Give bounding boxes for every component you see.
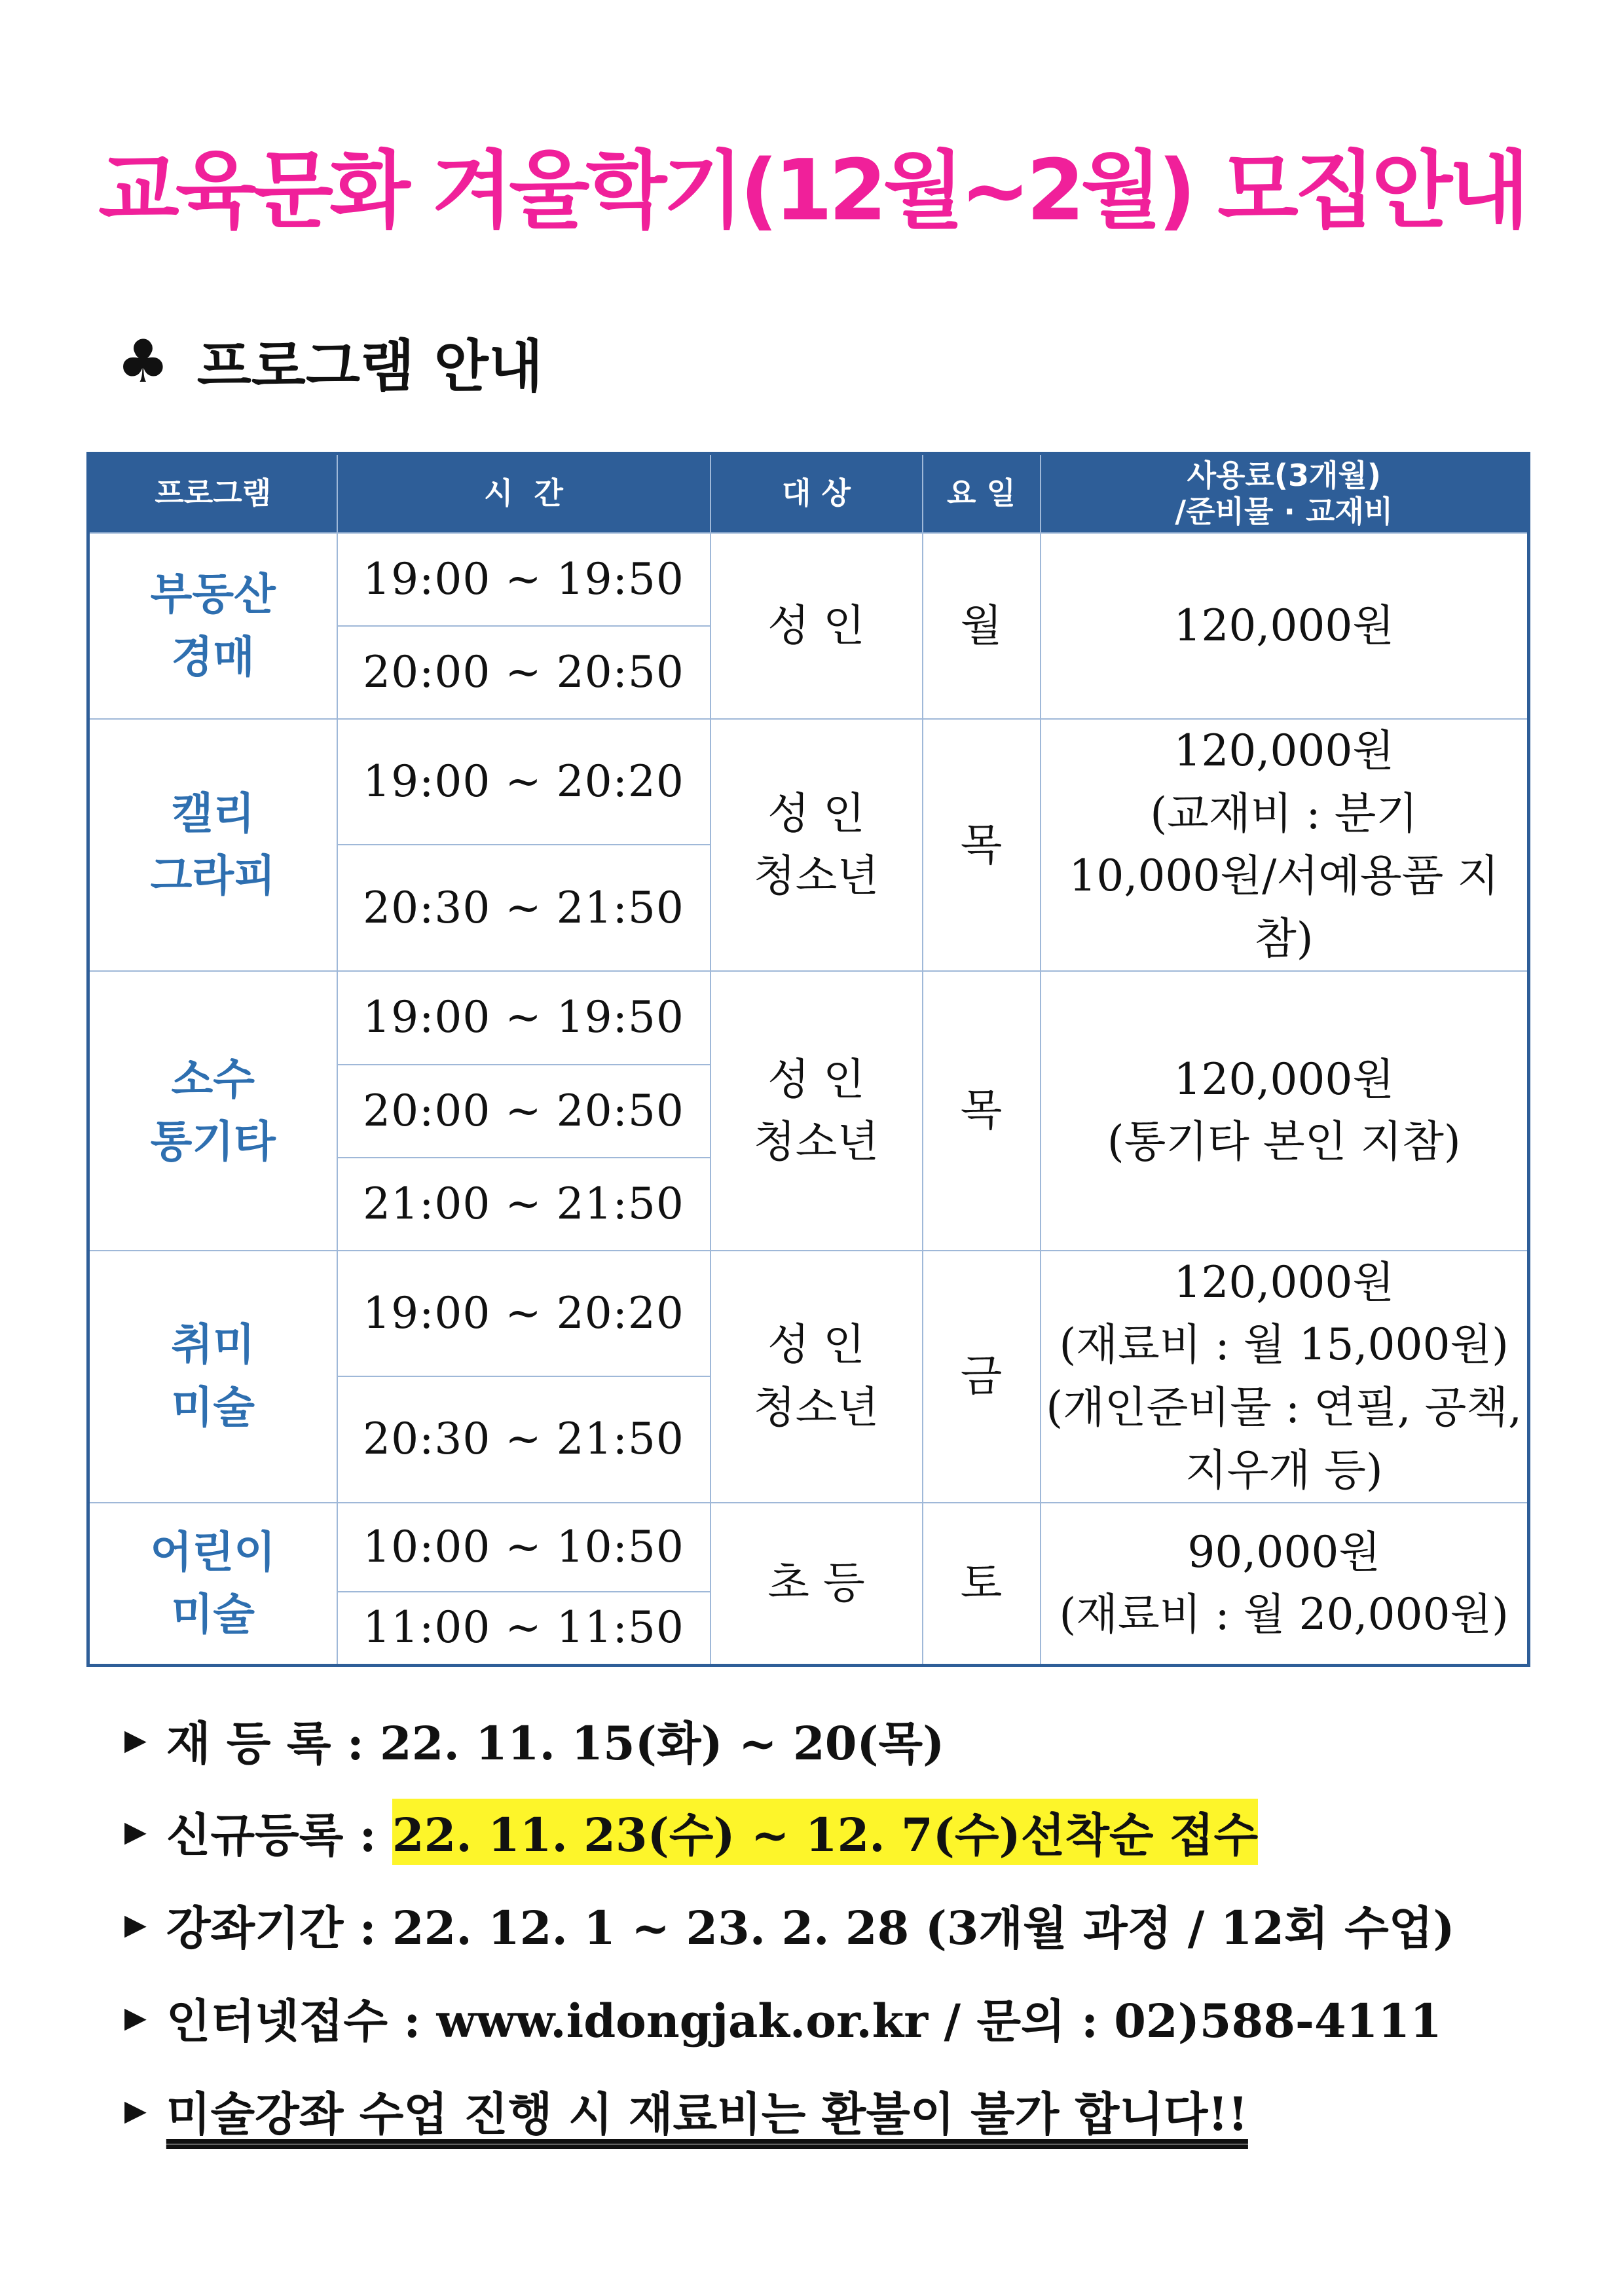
- triangle-bullet-icon: ▶: [124, 1907, 147, 1941]
- target-line: 성 인: [767, 1319, 865, 1370]
- target-line: 성 인: [767, 1054, 865, 1105]
- fee-cell: [1041, 719, 1529, 971]
- program-name-line: 미술: [171, 1589, 255, 1640]
- table-row: [88, 719, 1529, 845]
- target-line: 청소년: [753, 851, 879, 902]
- time-slot: 20:30 ~ 21:50: [337, 845, 710, 970]
- program-name: [88, 1251, 337, 1503]
- triangle-bullet-icon: ▶: [124, 2000, 147, 2034]
- fee-cell: [1041, 1503, 1529, 1666]
- note-refund: [124, 2074, 1248, 2146]
- program-table: [86, 452, 1530, 1667]
- target-line: 청소년: [753, 1116, 879, 1167]
- section-heading-text: 프로그램 안내: [196, 334, 544, 399]
- triangle-bullet-icon: ▶: [124, 2093, 147, 2127]
- time-slot: 20:30 ~ 21:50: [337, 1376, 710, 1502]
- time-slot: 10:00 ~ 10:50: [337, 1503, 710, 1592]
- fee-line: (교재비 : 분기: [1150, 788, 1418, 839]
- highlighted-note-value: 22. 11. 23(수) ~ 12. 7(수)선착순 접수: [392, 1799, 1258, 1865]
- header-target: 대 상: [710, 454, 923, 534]
- fee-line: 90,000원: [1187, 1526, 1381, 1577]
- program-name-line: 미술: [171, 1382, 255, 1433]
- target-cell: [710, 971, 923, 1251]
- time-slot: 19:00 ~ 20:20: [337, 1251, 710, 1376]
- triangle-bullet-icon: ▶: [124, 1814, 147, 1848]
- fee-line: 120,000원: [1173, 600, 1395, 652]
- target-line: 초 등: [767, 1558, 865, 1609]
- fee-cell: [1041, 1251, 1529, 1503]
- note-internet: [124, 1981, 1442, 2053]
- note-label: 재 등 록 :: [166, 1716, 364, 1771]
- fee-line: 10,000원/서예용품 지참): [1069, 851, 1500, 964]
- day-cell: 금: [923, 1251, 1041, 1503]
- table-row: [88, 1251, 1529, 1376]
- program-name: [88, 1503, 337, 1666]
- fee-cell: [1041, 971, 1529, 1251]
- section-heading: [117, 322, 543, 401]
- target-cell: [710, 1503, 923, 1666]
- program-name-line: 어린이: [150, 1526, 276, 1577]
- header-fee: [1041, 454, 1529, 534]
- note-label: 인터넷접수 :: [166, 1993, 421, 2048]
- day-cell: 월: [923, 533, 1041, 719]
- time-slot: 19:00 ~ 20:20: [337, 719, 710, 845]
- program-name-line: 부동산: [150, 569, 276, 620]
- target-line: 성 인: [767, 600, 865, 652]
- note-period: [124, 1888, 1454, 1960]
- program-name-line: 경매: [171, 632, 255, 682]
- note-value: 22. 11. 15(화) ~ 20(목): [380, 1716, 945, 1771]
- note-new-register: [124, 1795, 1258, 1867]
- time-slot: 19:00 ~ 19:50: [337, 971, 710, 1065]
- target-line: 성 인: [767, 788, 865, 839]
- program-name-line: 소수: [171, 1054, 255, 1105]
- refund-warning: 미술강좌 수업 진행 시 재료비는 환불이 불가 합니다!!: [166, 2086, 1248, 2141]
- time-slot: 21:00 ~ 21:50: [337, 1158, 710, 1251]
- note-value: 22. 12. 1 ~ 23. 2. 28 (3개월 과정 / 12회 수업): [392, 1900, 1455, 1955]
- fee-line: 120,000원: [1173, 1257, 1395, 1308]
- program-name-line: 그라피: [150, 851, 276, 902]
- fee-cell: [1041, 533, 1529, 719]
- note-value: www.idongjak.or.kr / 문의 : 02)588-4111: [436, 1993, 1442, 2048]
- fee-line: (개인준비물 : 연필, 공책,: [1046, 1382, 1522, 1433]
- page-title: 교육문화 겨울학기(12월~2월) 모집안내: [98, 142, 1526, 240]
- table-header-row: [88, 454, 1529, 534]
- program-name-line: 취미: [171, 1319, 255, 1370]
- fee-line: (통기타 본인 지참): [1107, 1116, 1461, 1167]
- program-name: [88, 971, 337, 1251]
- time-slot: 20:00 ~ 20:50: [337, 1065, 710, 1158]
- day-cell: 토: [923, 1503, 1041, 1666]
- note-re-register: [124, 1704, 944, 1776]
- target-cell: [710, 533, 923, 719]
- target-cell: [710, 1251, 923, 1503]
- header-fee-line2: /준비물 · 교재비: [1175, 494, 1393, 529]
- time-slot: 20:00 ~ 20:50: [337, 626, 710, 719]
- target-cell: [710, 719, 923, 971]
- fee-line: (재료비 : 월 20,000원): [1059, 1589, 1509, 1640]
- program-name: [88, 533, 337, 719]
- header-fee-line1: 사용료(3개월): [1187, 457, 1381, 493]
- time-slot: 11:00 ~ 11:50: [337, 1592, 710, 1666]
- header-time: 시 간: [337, 454, 710, 534]
- fee-line: 120,000원: [1173, 1054, 1395, 1105]
- fee-line: (재료비 : 월 15,000원): [1059, 1319, 1509, 1370]
- program-name-line: 통기타: [150, 1116, 276, 1167]
- header-day: 요 일: [923, 454, 1041, 534]
- fee-line: 120,000원: [1173, 725, 1395, 776]
- table-row: [88, 1503, 1529, 1592]
- day-cell: 목: [923, 971, 1041, 1251]
- club-icon: ♣: [117, 327, 170, 396]
- note-label: 신규등록 :: [166, 1807, 377, 1862]
- program-name-line: 캘리: [171, 788, 255, 839]
- target-line: 청소년: [753, 1382, 879, 1433]
- triangle-bullet-icon: ▶: [124, 1723, 147, 1757]
- program-name: [88, 719, 337, 971]
- time-slot: 19:00 ~ 19:50: [337, 533, 710, 626]
- fee-line: 지우개 등): [1185, 1444, 1383, 1496]
- table-row: [88, 971, 1529, 1065]
- note-label: 강좌기간 :: [166, 1900, 377, 1955]
- day-cell: 목: [923, 719, 1041, 971]
- table-row: [88, 533, 1529, 626]
- header-program: 프로그램: [88, 454, 337, 534]
